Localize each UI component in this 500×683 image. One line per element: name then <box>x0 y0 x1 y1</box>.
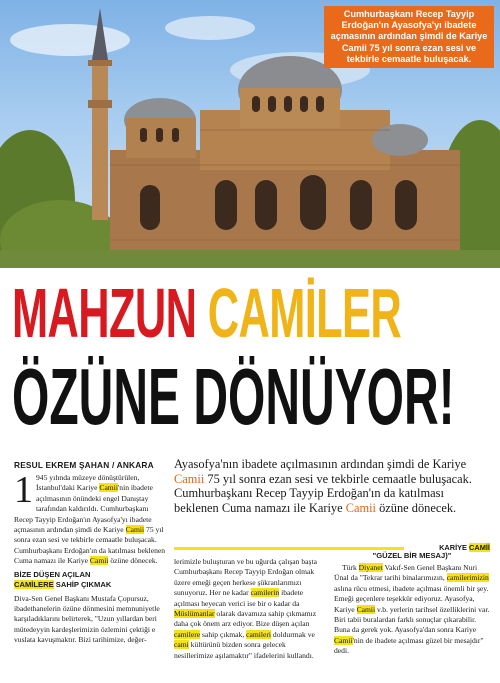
text: v.b. yerlerin tarihsel özelliklerini var. Biri tabii buralardan farklı sonuçlar çıkarabilir. Buna da gerek yok. Ayasofya'dan sonra Kariye <box>334 604 490 635</box>
highlight-camilerin: camilerin <box>250 588 280 598</box>
paragraph-intro <box>14 469 166 567</box>
headline-word-camiler: CAMİLER <box>207 274 402 352</box>
text: özüne dönecek. <box>375 500 457 515</box>
mosque-photo <box>0 0 500 268</box>
text: olarak davamıza sahip çıkmamız daha çok önem arz ediyor. Bize düşen açılan <box>174 609 317 629</box>
highlight-camilerimizin: camilerimizin <box>446 573 489 583</box>
text: 'nin ibadete açılmasının önündeki engel Danıştay tarafından kaldırıldı. Cumhurbaşkanı Recep Tayyip Erdoğan'ın Ayasofya'yı ibadete açmasının ardından şimdi de Kariye <box>14 483 153 535</box>
text: lerimizle buluşturan ve bu uğurda çalışan başta Cumhurbaşkanı Recep Tayyip Erdoğan olmak üzere emeği geçen herkese şükranlarımızı sunuyoruz. Her ne kadar <box>174 557 317 598</box>
highlight-muslumanlar: Müslümanlar <box>174 609 215 619</box>
section-label-text: KARİYE <box>439 543 470 552</box>
highlight-camilere: camilere <box>174 629 201 639</box>
text: Türk <box>342 563 359 572</box>
highlight-camii: Camii <box>356 604 376 614</box>
text: kültürünü bizden sonra gelecek nesillerimize aşılamaktır" ifadelerini kullandı. <box>174 640 314 660</box>
highlight-camii: Camii <box>99 483 118 493</box>
text: 75 yıl sonra ezan sesi ve tekbirle cemaatle buluşacak. Cumhurbaşkanı Erdoğan'ın da katılması beklenen Cuma namazı ile Kariye <box>14 525 166 566</box>
article-column-2 <box>174 557 324 661</box>
headline-line1 <box>12 274 402 352</box>
drop-cap: 1 <box>14 469 33 511</box>
photo-caption: Cumhurbaşkanı Recep Tayyip Erdoğan'ın Ayasofya'yı ibadete açmasının ardından şimdi de Kariye Camii 75 yıl sonra ezan sesi ve tekbirle cemaatle buluşacak. <box>324 6 494 68</box>
lead-paragraph <box>174 457 490 515</box>
paragraph-copursuz: Diva-Sen Genel Başkanı Mustafa Çopursuz, ibadethanelerin özüne dönmesini memnuniyetle karşıladıklarını belirterek, "Uzun yıllardan beri mütedeyyin kardeşlerimizin özlemini çektiği e vuslata kavuşmaktır. Bizi tarihimize, değer- <box>14 593 160 645</box>
headline-word-mahzun: MAHZUN <box>12 274 197 352</box>
byline: RESUL EKREM ŞAHAN / ANKARA <box>14 460 154 470</box>
paragraph-column-2 <box>174 557 324 661</box>
text: 75 yıl sonra ezan sesi ve tekbirle cemaatle buluşacak. Cumhurbaşkanı Recep Tayyip Erdoğan'ın da katılması beklenen Cuma namazı ile Kariye <box>174 471 472 515</box>
highlight-camii: Camii <box>174 471 205 486</box>
highlight-camii: CAMİİ <box>469 543 490 552</box>
subheading-line: BİZE DÜŞEN AÇILAN <box>14 569 91 579</box>
subheading-1 <box>14 570 166 590</box>
text: 'nin de ibadete açılması güzel bir mesajdır" dedi. <box>334 635 484 656</box>
highlight-camii: Camii <box>89 556 109 566</box>
subheading-guzel-mesaj: "GÜZEL BİR MESAJ)" <box>372 551 452 560</box>
subheading-line: SAHİP ÇIKMAK <box>53 579 112 589</box>
highlight-camileri: camileri <box>246 629 272 639</box>
highlight-camii: Camii <box>334 635 353 645</box>
text: ibadete açılması heyecan verici ise bir o kadar da <box>174 588 304 608</box>
paragraph-unal <box>334 563 490 657</box>
text: doldurmak ve <box>271 629 315 639</box>
text: aslına rücu etmesi, ibadete açılması önemli bir şey. Emeği geçenlere teşekkür ediyoruz. Ayasofya, Kariye <box>334 583 489 614</box>
text: Vakıf-Sen Genel Başkanı Nuri Ünal da "Tekrar tarihi binalarımızın, <box>334 563 478 583</box>
text: sahip çıkmak, <box>200 629 247 639</box>
text: Ayasofya'nın ibadete açılmasının ardından şimdi de Kariye <box>174 457 467 471</box>
highlight-cami: cami <box>174 640 189 650</box>
article-column-1 <box>14 469 166 646</box>
highlight-camii: Camii <box>125 525 145 535</box>
article-column-3 <box>334 548 490 657</box>
highlight-camii: Camii <box>345 500 376 515</box>
text: 945 yılında müzeye dönüştürülen, İstanbul'daki Kariye <box>36 473 140 493</box>
highlight-camilere: CAMİLERE <box>14 579 54 589</box>
highlight-diyanet: Diyanet <box>358 563 383 572</box>
headline-line2: ÖZÜNE DÖNÜYOR! <box>12 352 455 441</box>
text: özüne dönecek. <box>108 556 158 566</box>
